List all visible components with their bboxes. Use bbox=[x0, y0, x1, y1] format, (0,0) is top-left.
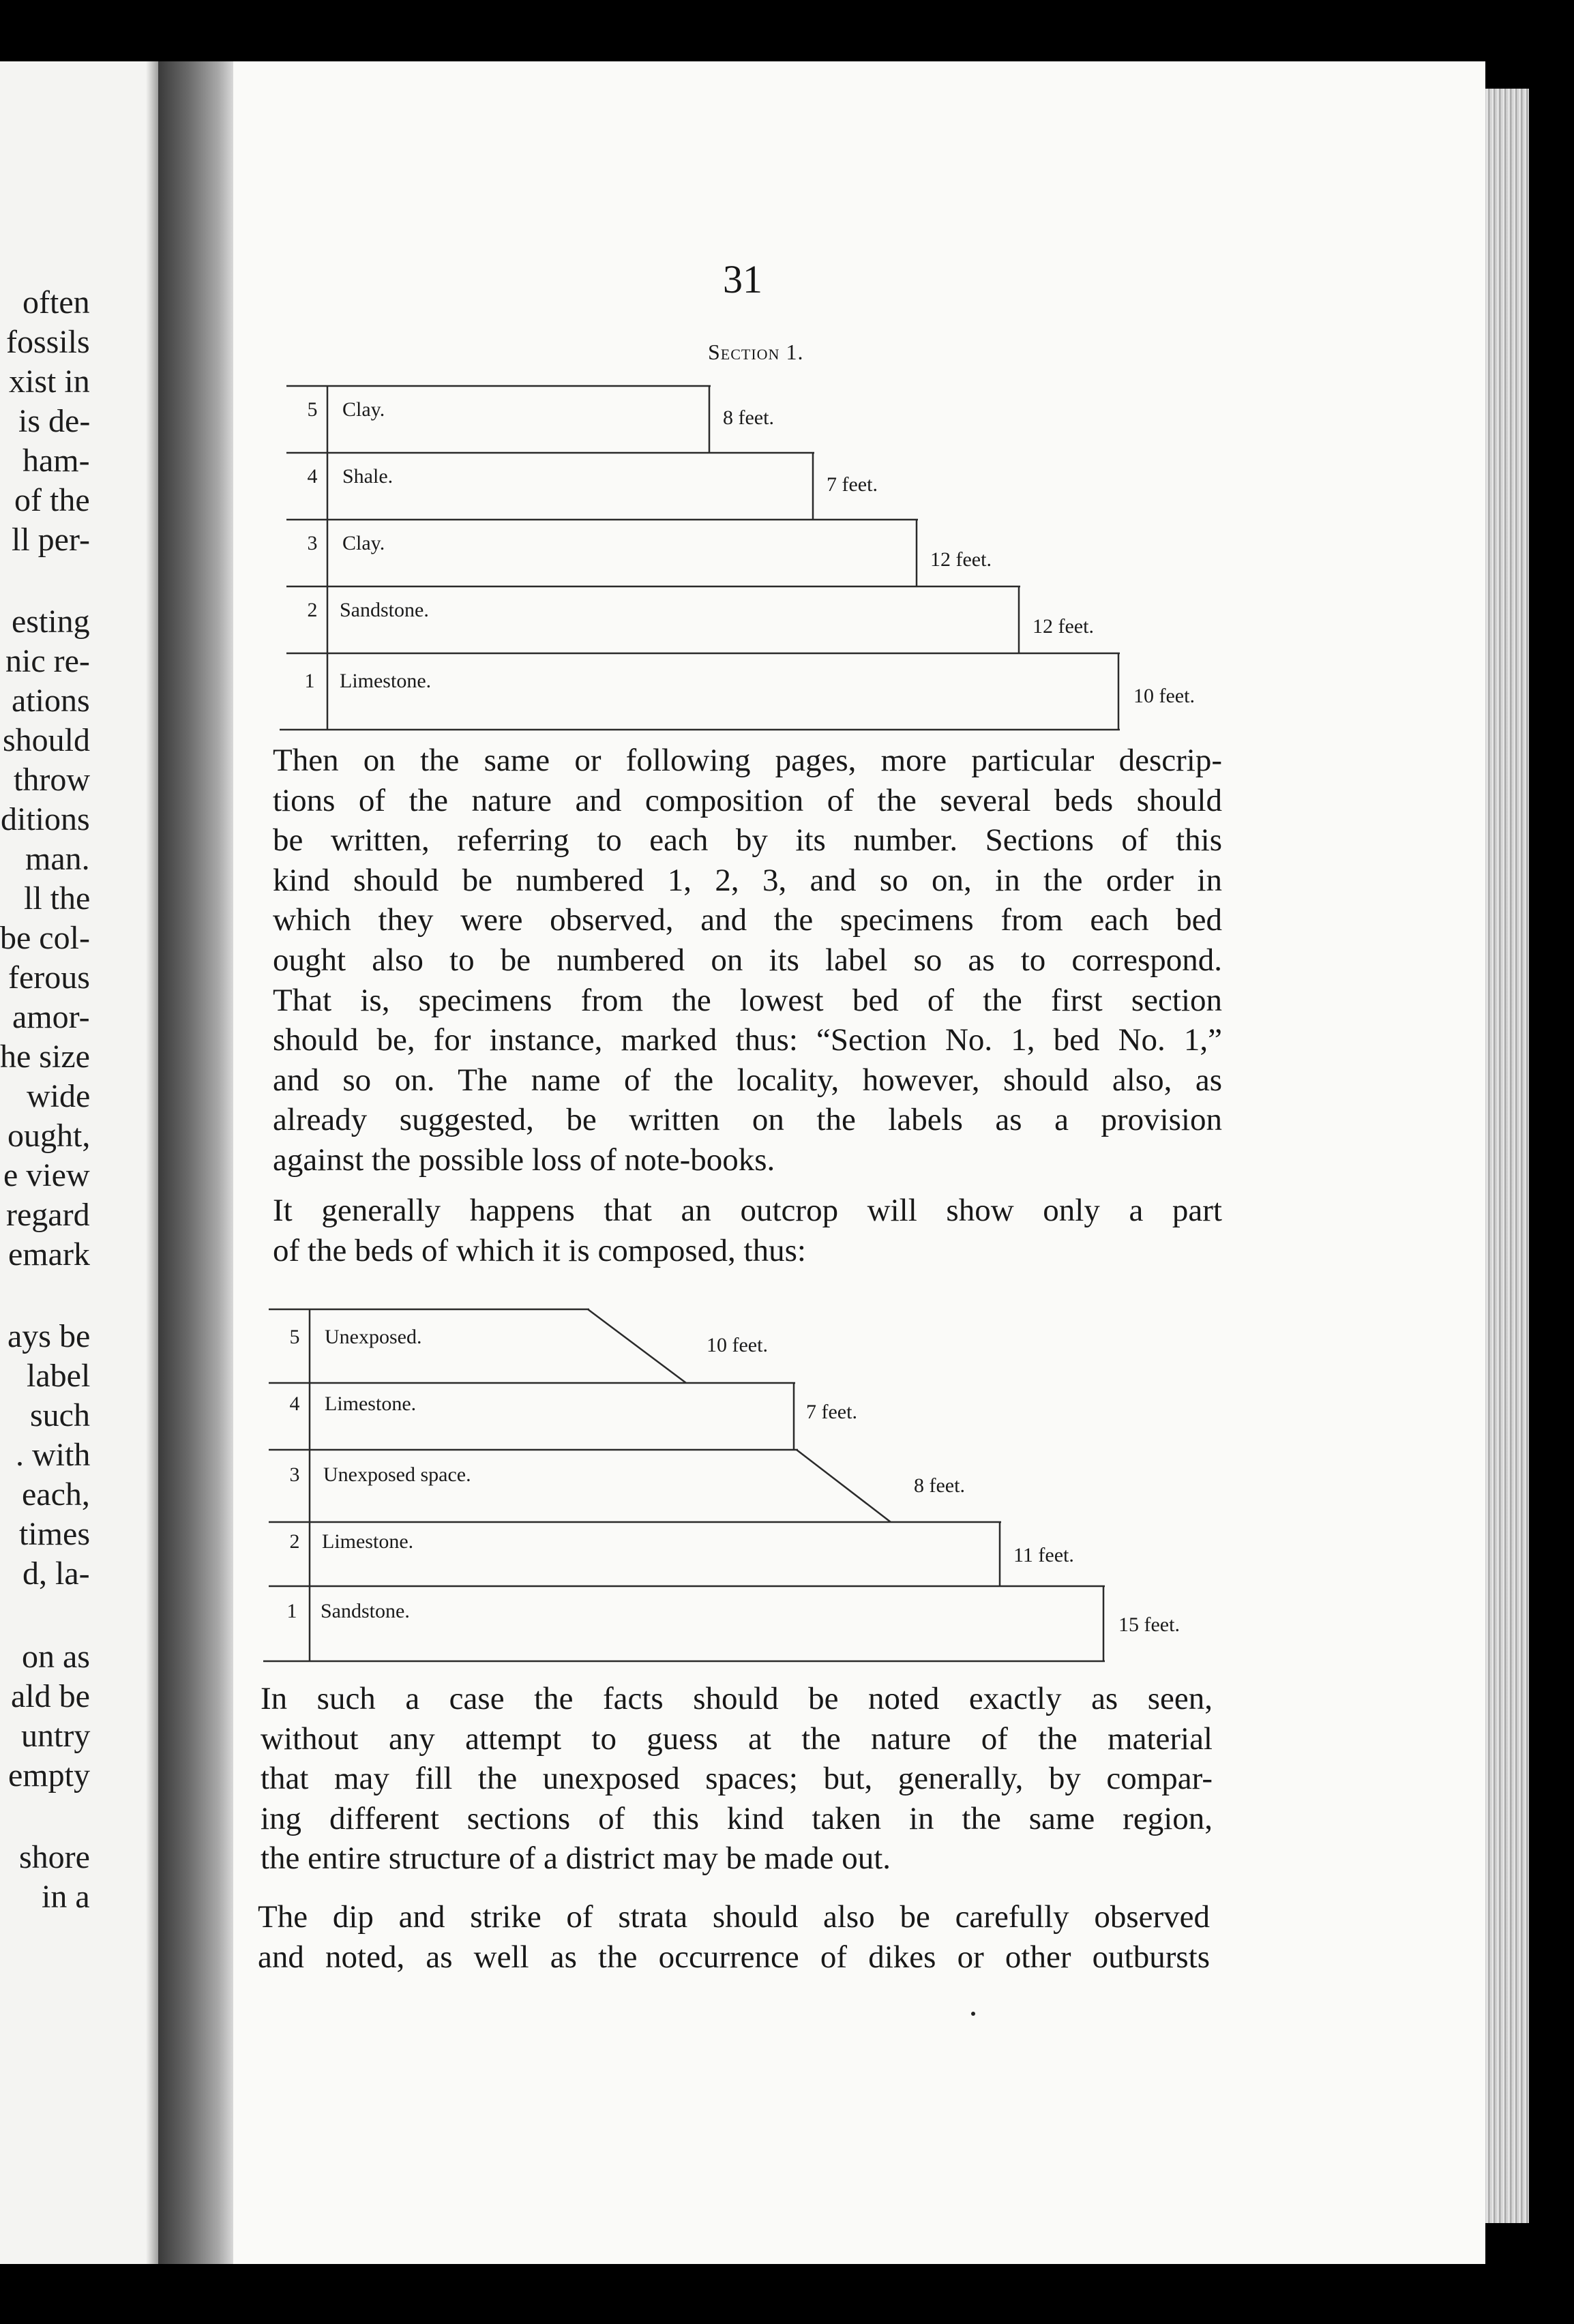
bed-name: Unexposed space. bbox=[323, 1463, 471, 1486]
left-page-line: untry bbox=[21, 1718, 91, 1754]
bed-name: Unexposed. bbox=[325, 1326, 422, 1348]
text-line: That is, specimens from the lowest bed of the first section bbox=[273, 982, 1222, 1018]
left-page-line: wide bbox=[27, 1078, 91, 1114]
left-page-line: ations bbox=[12, 683, 90, 719]
text-line: tions of the nature and composition of the several beds should bbox=[273, 782, 1222, 818]
paragraph-4 bbox=[258, 1897, 1210, 1977]
bed-thickness: 10 feet. bbox=[707, 1334, 768, 1356]
left-page-line: regard bbox=[6, 1197, 90, 1233]
text-line: kind should be numbered 1, 2, 3, and so on, in the order in bbox=[273, 862, 1222, 898]
left-page-line: ditions bbox=[1, 801, 90, 837]
left-page-line: is de- bbox=[18, 403, 91, 439]
left-page-line: ought, bbox=[8, 1118, 91, 1154]
bed-name: Limestone. bbox=[325, 1392, 417, 1415]
text-line: ought also to be numbered on its label so as to correspond. bbox=[273, 942, 1222, 978]
left-page-line: such bbox=[30, 1397, 90, 1433]
bed-number: 1 bbox=[286, 1600, 297, 1622]
left-page-line: ald be bbox=[11, 1678, 90, 1714]
text-line: In such a case the facts should be noted exactly as seen, bbox=[261, 1681, 1213, 1716]
left-page-line: amor- bbox=[12, 999, 90, 1035]
text-line: ing different sections of this kind taken in the same region, bbox=[261, 1800, 1213, 1836]
text-line: It generally happens that an outcrop will show only a part bbox=[273, 1193, 1222, 1228]
left-page-line: often bbox=[23, 284, 90, 321]
left-page-line: . with bbox=[16, 1437, 91, 1473]
bed-number: 4 bbox=[289, 1392, 300, 1415]
bed-number: 3 bbox=[307, 532, 318, 554]
left-page-line: throw bbox=[14, 762, 90, 798]
left-page-line: be col- bbox=[0, 920, 90, 956]
bed-number: 5 bbox=[307, 398, 318, 421]
left-page-line: shore bbox=[19, 1839, 90, 1875]
left-page-line: emark bbox=[8, 1236, 90, 1272]
text-line: The dip and strike of strata should also be carefully observed bbox=[258, 1899, 1210, 1935]
paragraph-2 bbox=[273, 1191, 1222, 1270]
left-page-line: ll per- bbox=[12, 522, 90, 558]
bed-thickness: 12 feet. bbox=[1033, 615, 1094, 638]
left-page-shadow bbox=[146, 61, 158, 2264]
book-gutter bbox=[158, 61, 233, 2264]
left-page-line: in a bbox=[42, 1879, 90, 1915]
left-page-line: fossils bbox=[6, 324, 90, 360]
bed-name: Clay. bbox=[342, 532, 385, 554]
left-page-line: times bbox=[19, 1516, 90, 1552]
bed-name: Sandstone. bbox=[340, 599, 429, 621]
text-line: which they were observed, and the specimens from each bed bbox=[273, 902, 1222, 938]
section-2-diagram bbox=[263, 1302, 1238, 1671]
section-heading: Section 1. bbox=[708, 340, 804, 364]
page-number: 31 bbox=[723, 257, 762, 301]
text-line: already suggested, be written on the labels as a provision bbox=[273, 1102, 1222, 1138]
left-page-line: should bbox=[3, 722, 91, 758]
left-page-line: e view bbox=[3, 1157, 90, 1193]
left-page-line: each, bbox=[22, 1476, 90, 1513]
text-line: of the beds of which it is composed, thus: bbox=[273, 1232, 806, 1268]
left-page-line: ays be bbox=[8, 1318, 91, 1354]
bed-name: Clay. bbox=[342, 398, 385, 421]
bed-name: Sandstone. bbox=[321, 1600, 410, 1622]
bed-name: Limestone. bbox=[340, 670, 432, 692]
text-line: and noted, as well as the occurrence of dikes or other outbursts bbox=[258, 1939, 1210, 1975]
paragraph-1 bbox=[273, 741, 1222, 1180]
text-line: against the possible loss of note-books. bbox=[273, 1142, 775, 1178]
left-page-line: he size bbox=[0, 1039, 90, 1075]
text-line: that may fill the unexposed spaces; but, generally, by compar- bbox=[261, 1761, 1213, 1797]
bed-number: 4 bbox=[307, 465, 318, 488]
left-page-line: of the bbox=[14, 482, 90, 518]
left-page-line: ham- bbox=[23, 443, 90, 479]
section-1-diagram bbox=[280, 382, 1234, 736]
bed-name: Limestone. bbox=[322, 1530, 414, 1553]
bed-number: 3 bbox=[289, 1463, 300, 1486]
left-page-line: empty bbox=[8, 1757, 90, 1793]
text-line: be written, referring to each by its number. Sections of this bbox=[273, 822, 1222, 859]
bed-thickness: 7 feet. bbox=[806, 1401, 857, 1423]
left-page-line: nic re- bbox=[5, 643, 90, 679]
bed-number: 2 bbox=[289, 1530, 300, 1553]
bed-number: 2 bbox=[307, 599, 318, 621]
bed-thickness: 8 feet. bbox=[723, 406, 774, 429]
text-line: the entire structure of a district may be made out. bbox=[261, 1841, 891, 1877]
paragraph-3 bbox=[261, 1679, 1213, 1879]
left-page-line: label bbox=[27, 1358, 91, 1394]
left-page-line: man. bbox=[25, 841, 90, 877]
bed-thickness: 8 feet. bbox=[914, 1474, 965, 1497]
left-page-line: xist in bbox=[9, 363, 90, 400]
left-page-line: ferous bbox=[8, 959, 90, 996]
bed-name: Shale. bbox=[342, 465, 394, 488]
bed-number: 1 bbox=[304, 670, 315, 692]
bed-thickness: 7 feet. bbox=[827, 473, 878, 496]
left-page-line: esting bbox=[12, 604, 90, 640]
bed-number: 5 bbox=[289, 1326, 300, 1348]
bed-thickness: 10 feet. bbox=[1133, 685, 1195, 707]
text-line: should be, for instance, marked thus: “Section No. 1, bed No. 1,” bbox=[273, 1022, 1222, 1058]
left-facing-page bbox=[0, 61, 158, 2264]
left-page-line: on as bbox=[22, 1639, 90, 1675]
bed-thickness: 11 feet. bbox=[1013, 1544, 1074, 1566]
bed-thickness: 12 feet. bbox=[930, 548, 992, 571]
text-line: Then on the same or following pages, more particular descrip- bbox=[273, 743, 1222, 778]
text-line: without any attempt to guess at the nature of the material bbox=[261, 1720, 1213, 1757]
left-page-line: ll the bbox=[24, 880, 91, 917]
text-line: and so on. The name of the locality, however, should also, as bbox=[273, 1062, 1222, 1098]
left-page-line: d, la- bbox=[23, 1555, 90, 1592]
print-speck bbox=[971, 2012, 975, 2016]
page-edges bbox=[1485, 89, 1529, 2223]
bed-thickness: 15 feet. bbox=[1118, 1613, 1180, 1636]
